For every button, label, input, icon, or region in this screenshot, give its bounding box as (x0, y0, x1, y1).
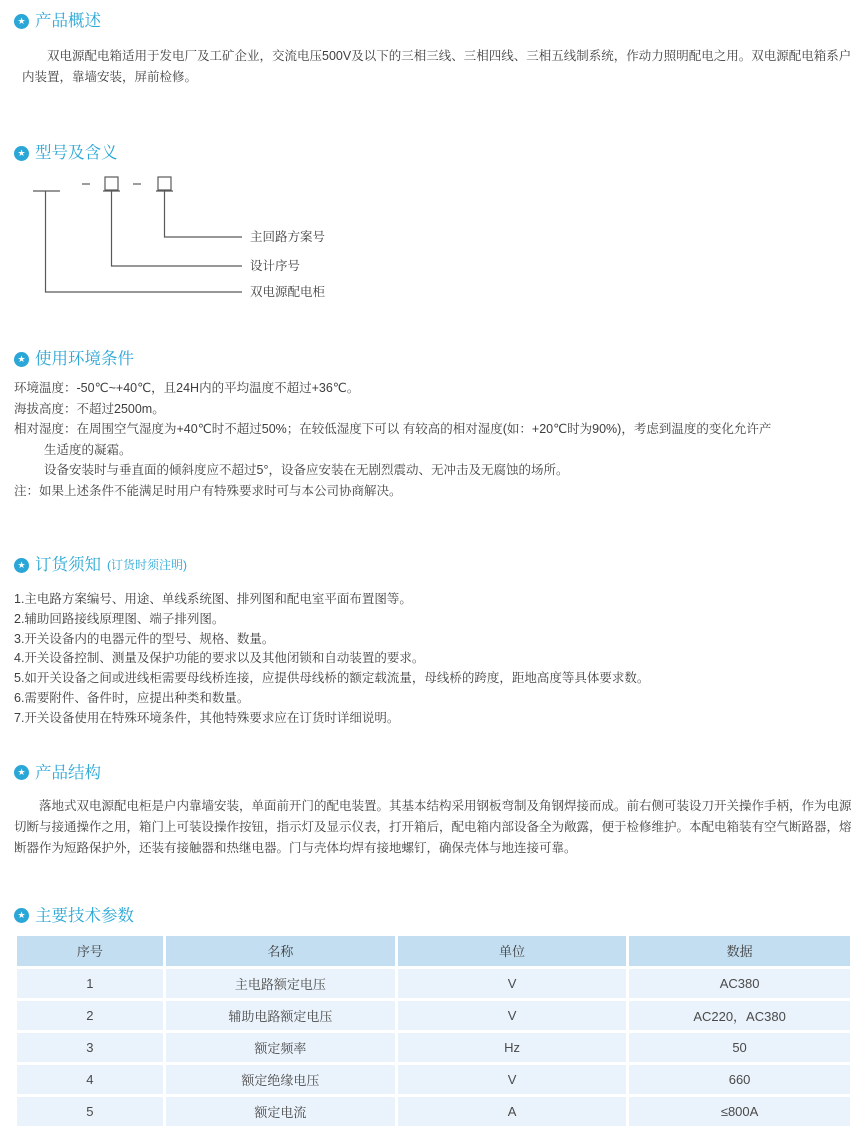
list-item: 4.开关设备控制、测量及保护功能的要求以及其他闭锁和自动装置的要求。 (14, 651, 425, 666)
overview-paragraph: 双电源配电箱适用于发电厂及工矿企业，交流电压500V及以下的三相三线、三相四线、三相五线制系统，作动力照明配电之用。双电源配电箱系户内装置，靠墙安装，屏前检修。 (22, 49, 852, 84)
list-item: 3.开关设备内的电器元件的型号、规格、数量。 (14, 631, 275, 646)
cabinet-connector (46, 191, 243, 292)
table-row (17, 969, 850, 998)
table-cell: 额定绝缘电压 (166, 1065, 395, 1094)
table-cell: ≤800A (629, 1097, 850, 1126)
table-cell: 2 (17, 1001, 163, 1030)
table-cell: 额定电流 (166, 1097, 395, 1126)
table-header-cell: 数据 (629, 936, 850, 966)
env-line-humidity: 相对湿度：在周围空气湿度为+40℃时不超过50%；在较低湿度下可以 有较高的相对湿度(如：+20℃时为90%)，考虑到温度的变化允许产 (14, 422, 772, 436)
section-overview (14, 10, 853, 88)
env-line-altitude: 海拔高度：不超过2500m。 (14, 401, 165, 416)
parameters-header (14, 905, 853, 927)
table-cell: AC380 (629, 969, 850, 998)
model-label-main-circuit: 主回路方案号 (250, 230, 326, 244)
table-header-cell: 单位 (398, 936, 626, 966)
table-cell: 660 (629, 1065, 850, 1094)
model-diagram (20, 169, 380, 307)
table-cell: Hz (398, 1033, 626, 1062)
table-cell: A (398, 1097, 626, 1126)
overview-header (14, 10, 853, 32)
table-row (17, 1033, 850, 1062)
environment-title: 使用环境条件 (35, 350, 134, 368)
env-line-humidity-cont: 生适度的凝霜。 (44, 442, 132, 457)
section-ordering (14, 554, 853, 729)
model-diagram-lines (20, 169, 380, 307)
overview-title: 产品概述 (35, 12, 101, 30)
table-cell: 5 (17, 1097, 163, 1126)
structure-paragraph: 落地式双电源配电柜是户内靠墙安装，单面前开门的配电装置。其基本结构采用钢板弯制及角钢焊接而成。前右侧可装设刀开关操作手柄，作为电源切断与接通操作之用，箱门上可装设操作按钮，指示灯及显示仪表，打开箱后，配电箱内部设备全为敞露，便于检修维护。本配电箱装有空气断路器，熔断器作为短路保护外，还装有接触器和热继电器。门与壳体均焊有接地螺钉，确保壳体与地连接可靠。 (14, 798, 852, 855)
table-cell: V (398, 1065, 626, 1094)
star-icon: ★ (14, 765, 29, 780)
list-item: 5.如开关设备之间或进线柜需要母线桥连接，应提供母线桥的额定载流量，母线桥的跨度，距地高度等具体要求数。 (14, 671, 650, 686)
section-parameters (14, 905, 853, 1129)
table-cell: AC220，AC380 (629, 1001, 850, 1030)
table-cell: 50 (629, 1033, 850, 1062)
table-row (17, 1097, 850, 1126)
star-icon: ★ (14, 558, 29, 573)
table-header-cell: 名称 (166, 936, 395, 966)
env-line-temperature: 环境温度：-50℃~+40℃，且24H内的平均温度不超过+36℃。 (14, 381, 360, 395)
parameters-table (14, 933, 853, 1129)
star-icon: ★ (14, 146, 29, 161)
ordering-list (14, 590, 853, 729)
table-cell: 主电路额定电压 (166, 969, 395, 998)
env-line-note: 注：如果上述条件不能满足时用户有特殊要求时可与本公司协商解决。 (14, 483, 402, 498)
ordering-title-note: (订货时须注明) (107, 558, 187, 572)
table-cell: 3 (17, 1033, 163, 1062)
table-cell: 辅助电路额定电压 (166, 1001, 395, 1030)
environment-text (14, 378, 853, 501)
model-label-design-serial: 设计序号 (250, 259, 301, 273)
env-line-installation: 设备安装时与垂直面的倾斜度应不超过5°，设备应安装在无剧烈震动、无冲击及无腐蚀的场所。 (44, 463, 569, 477)
table-cell: V (398, 969, 626, 998)
section-model (14, 142, 853, 307)
section-environment (14, 348, 853, 501)
model-label-cabinet: 双电源配电柜 (250, 285, 326, 299)
section-structure (14, 762, 853, 859)
table-cell: 1 (17, 969, 163, 998)
table-cell: 4 (17, 1065, 163, 1094)
list-item: 2.辅助回路接线原理图、端子排列图。 (14, 611, 225, 626)
design-serial-box (105, 177, 118, 190)
star-icon: ★ (14, 908, 29, 923)
ordering-header (14, 554, 853, 576)
ordering-title: 订货须知 (35, 556, 101, 574)
structure-header (14, 762, 853, 784)
table-cell: 额定频率 (166, 1033, 395, 1062)
table-row (17, 1065, 850, 1094)
main-circuit-connector (165, 191, 243, 237)
table-header-cell: 序号 (17, 936, 163, 966)
structure-title: 产品结构 (35, 763, 101, 782)
model-title: 型号及含义 (35, 144, 118, 162)
list-item: 1.主电路方案编号、用途、单线系统图、排列图和配电室平面布置图等。 (14, 592, 412, 606)
list-item: 7.开关设备使用在特殊环境条件，其他特殊要求应在订货时详细说明。 (14, 710, 400, 725)
table-row (17, 1001, 850, 1030)
main-circuit-box (158, 177, 171, 190)
environment-header (14, 348, 853, 370)
design-serial-connector (112, 191, 243, 266)
parameters-title: 主要技术参数 (35, 906, 134, 925)
star-icon: ★ (14, 352, 29, 367)
model-header (14, 142, 853, 164)
table-cell: V (398, 1001, 626, 1030)
star-icon: ★ (14, 14, 29, 29)
table-header-row (17, 936, 850, 966)
list-item: 6.需要附件、备件时，应提出种类和数量。 (14, 690, 250, 705)
